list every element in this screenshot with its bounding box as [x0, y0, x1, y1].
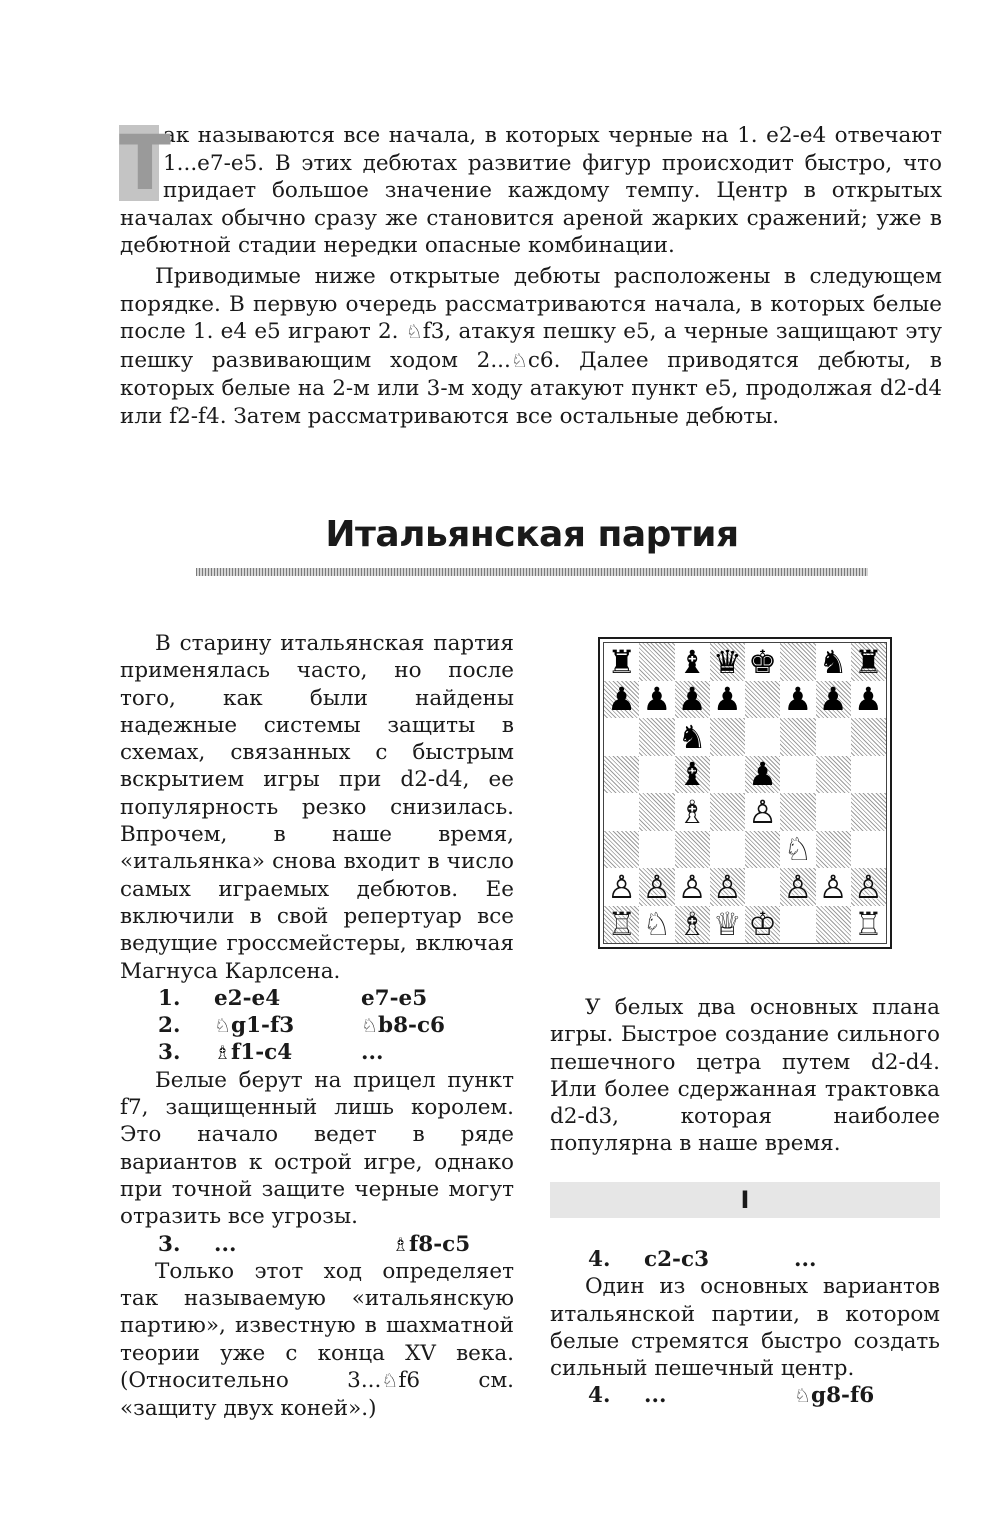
board-square: [745, 868, 780, 906]
chess-piece-icon: ♙: [642, 867, 672, 906]
board-square: [780, 831, 815, 869]
board-square: [639, 718, 674, 756]
board-square: [816, 868, 851, 906]
knight-icon: ♘: [361, 1015, 379, 1038]
chess-piece-icon: ♞: [818, 642, 848, 681]
move-row: 2. ♘g1-f3 ♘b8-c6: [158, 1013, 446, 1039]
knight-icon: ♘: [405, 321, 423, 344]
chess-piece-icon: ♜: [607, 642, 636, 681]
board-square: [816, 793, 851, 831]
board-square: [780, 643, 815, 681]
intro-text: [119, 118, 942, 431]
board-square: [710, 793, 745, 831]
board-square: [604, 831, 639, 869]
chess-piece-icon: ♜: [854, 642, 883, 681]
board-square: [604, 643, 639, 681]
bishop-icon: ♗: [214, 1042, 232, 1065]
board-square: [780, 681, 815, 719]
chess-piece-icon: ♝: [677, 755, 707, 794]
title-rule: [196, 568, 868, 576]
chess-piece-icon: ♙: [607, 867, 636, 906]
chess-piece-icon: ♟: [677, 680, 707, 719]
board-square: [639, 756, 674, 794]
board-square: [851, 906, 886, 944]
chess-piece-icon: ♗: [677, 905, 707, 944]
chess-piece-icon: ♟: [783, 680, 813, 719]
board-square: [604, 756, 639, 794]
board-square: [639, 643, 674, 681]
board-square: [816, 681, 851, 719]
board-square: [851, 868, 886, 906]
chess-piece-icon: ♞: [677, 717, 707, 756]
board-square: [780, 756, 815, 794]
board-square: [745, 793, 780, 831]
board-square: [604, 906, 639, 944]
board-square: [745, 681, 780, 719]
board-square: [675, 906, 710, 944]
chess-piece-icon: ♙: [713, 867, 742, 906]
board-square: [745, 643, 780, 681]
board-square: [780, 718, 815, 756]
board-square: [675, 831, 710, 869]
board-square: [675, 756, 710, 794]
knight-icon: ♘: [381, 1370, 399, 1393]
chess-piece-icon: ♘: [642, 905, 672, 944]
chess-piece-icon: ♟: [854, 680, 883, 719]
move-row: 3. ♗f1-c4 ...: [158, 1040, 384, 1066]
right-paragraph-2: Один из основных вариантов итальянской партии, в котором белые стремятся быстро создать сильный пешечный центр.: [550, 1274, 940, 1382]
chess-piece-icon: ♙: [748, 792, 777, 831]
board-square: [816, 906, 851, 944]
left-paragraph-3: Только этот ход определяет так называемую «итальянскую партию», известную в шахматной теории уже с конца XV века. (Относительно 3...♘f6 см. «защиту двух коней».): [120, 1258, 514, 1422]
right-column-lower: [550, 1246, 940, 1410]
chess-piece-icon: ♚: [748, 642, 777, 681]
board-square: [745, 906, 780, 944]
board-square: [780, 793, 815, 831]
move-row: 4. c2-c3 ...: [588, 1247, 817, 1272]
board-square: [710, 681, 745, 719]
left-paragraph-1: В старину итальянская партия применялась часто, но после того, как были найдены надежные системы защиты в схемах, связанных с быстрым вскрытием игры при d2-d4, ее популярность резко снизилась. Впрочем, в наше время, «итальянка» снова входит в число самых играемых дебютов. Ее включили в свой репертуар все ведущие гроссмейстеры, включая Магнуса Карлсена.: [120, 631, 514, 984]
board-square: [675, 643, 710, 681]
chess-piece-icon: ♟: [748, 755, 777, 794]
board-square: [639, 831, 674, 869]
chess-piece-icon: ♙: [818, 867, 848, 906]
board-square: [675, 681, 710, 719]
chess-piece-icon: ♟: [607, 680, 636, 719]
left-paragraph-2: Белые берут на прицел пункт f7, защищенный лишь королем. Это начало ведет в ряде вариантов к острой игре, однако при точной защите черные могут отразить все угрозы.: [120, 1067, 514, 1230]
chess-piece-icon: ♙: [783, 867, 813, 906]
chess-piece-icon: ♝: [677, 642, 707, 681]
intro-paragraph-2: Приводимые ниже открытые дебюты расположены в следующем порядке. В первую очередь рассматриваются начала, в которых белые после 1. e4 e5 играют 2. ♘f3, атакуя пешку e5, а черные защищают эту пешку развивающим ходом 2...♘c6. Далее приводятся дебюты, в которых белые на 2-м или 3-м ходу атакуют пункт e5, продолжая d2-d4 или f2-f4. Затем рассматриваются все остальные дебюты.: [120, 263, 942, 429]
board-square: [851, 681, 886, 719]
board-square: [851, 756, 886, 794]
board-square: [675, 793, 710, 831]
board-square: [710, 643, 745, 681]
chess-piece-icon: ♖: [854, 905, 883, 944]
board-square: [816, 831, 851, 869]
section-title: Итальянская партия: [325, 514, 739, 555]
board-square: [710, 868, 745, 906]
board-square: [639, 681, 674, 719]
chess-piece-icon: ♙: [677, 867, 707, 906]
knight-icon: ♘: [510, 349, 528, 372]
chess-piece-icon: ♘: [783, 830, 813, 869]
chess-piece-icon: ♕: [713, 905, 742, 944]
board-square: [604, 681, 639, 719]
board-square: [816, 756, 851, 794]
board-square: [710, 906, 745, 944]
board-square: [780, 868, 815, 906]
chess-piece-icon: ♔: [748, 905, 777, 944]
board-square: [745, 718, 780, 756]
drop-cap: Т: [119, 118, 171, 207]
knight-icon: ♘: [214, 1015, 232, 1038]
bishop-icon: ♗: [392, 1233, 410, 1256]
board-square: [675, 868, 710, 906]
move-row: 1. e2-e4 e7-e5: [158, 985, 428, 1011]
move-row: 4. ... ♘g8-f6: [588, 1383, 875, 1409]
board-square: [851, 793, 886, 831]
board-square: [816, 718, 851, 756]
move-row: 3. ... ♗f8-c5: [158, 1231, 471, 1257]
board-square: [604, 718, 639, 756]
board-square: [639, 793, 674, 831]
board-square: [604, 793, 639, 831]
chess-piece-icon: ♗: [677, 792, 707, 831]
board-square: [745, 756, 780, 794]
knight-icon: ♘: [794, 1385, 812, 1408]
chess-piece-icon: ♟: [642, 680, 672, 719]
board-square: [639, 868, 674, 906]
board-square: [745, 831, 780, 869]
chess-piece-icon: ♟: [713, 680, 742, 719]
variation-divider: I: [550, 1182, 940, 1218]
chess-piece-icon: ♙: [854, 867, 883, 906]
board-square: [710, 718, 745, 756]
right-paragraph-1: У белых два основных плана игры. Быстрое создание сильного пешечного цетра путем d2-d4. Или более сдержанная трактовка d2-d3, которая наиболее популярна в наше время.: [550, 995, 940, 1157]
board-square: [710, 756, 745, 794]
board-square: [639, 906, 674, 944]
board-square: [851, 831, 886, 869]
chess-board: [598, 637, 892, 949]
board-square: [675, 718, 710, 756]
board-square: [604, 868, 639, 906]
board-square: [851, 643, 886, 681]
board-square: [851, 718, 886, 756]
chess-piece-icon: ♟: [818, 680, 848, 719]
board-square: [780, 906, 815, 944]
board-square: [710, 831, 745, 869]
left-column: [120, 630, 514, 1423]
chess-piece-icon: ♛: [713, 642, 742, 681]
board-grid: [603, 642, 887, 944]
board-square: [816, 643, 851, 681]
intro-paragraph-1: Т ак называются все начала, в которых черные на 1. e2-e4 отвечают 1...e7-e5. В этих дебютах развитие фигур происходит быстро, что придает большое значение каждому темпу. Центр в открытых началах обычно сразу же становится ареной жарких сражений; уже в дебютной стадии нередки опасные комбинации.: [119, 118, 942, 259]
chess-piece-icon: ♖: [607, 905, 636, 944]
right-column: [550, 994, 940, 1158]
